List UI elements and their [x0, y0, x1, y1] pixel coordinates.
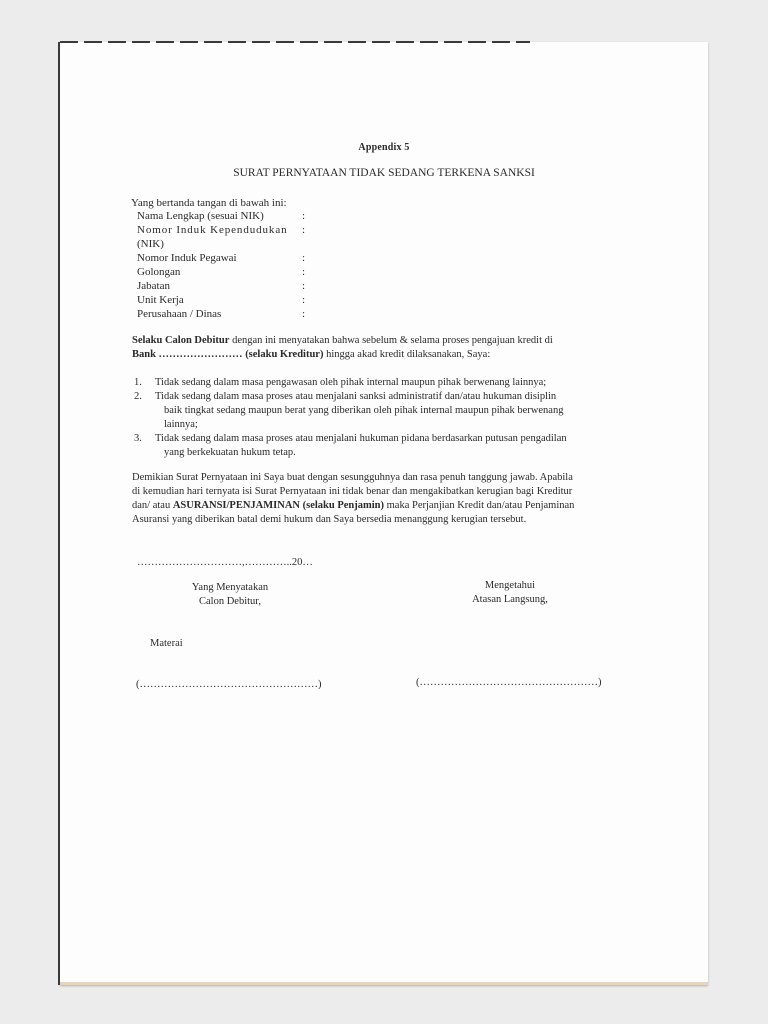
field-colon: :	[302, 294, 306, 306]
field-label: Nomor Induk Pegawai	[137, 252, 237, 264]
field-label: Perusahaan / Dinas	[137, 308, 222, 320]
list-number: 3.	[134, 433, 142, 444]
penjamin-label: ASURANSI/PENJAMINAN (selaku Penjamin)	[172, 500, 385, 511]
field-colon: :	[302, 280, 306, 292]
intro-text: Yang bertanda tangan di bawah ini:	[131, 197, 287, 209]
closing-line-4: Asuransi yang diberikan batal demi hukum dan Saya bersedia menanggung kerugian tersebut.	[132, 514, 527, 525]
left-signature-blank: (……………………………………………)	[136, 679, 322, 690]
field-label: Nama Lengkap (sesuai NIK)	[137, 210, 264, 222]
debitur-label: Selaku Calon Debitur	[132, 335, 230, 346]
list-item-text: yang berkekuatan hukum tetap.	[164, 447, 296, 458]
list-item-text: Tidak sedang dalam masa proses atau menjalani hukuman pidana berdasarkan putusan pengadilan	[155, 433, 567, 444]
list-item-text: Tidak sedang dalam masa pengawasan oleh pihak internal maupun pihak berwenang lainnya;	[155, 377, 547, 388]
right-signer-title: Mengetahui	[484, 580, 536, 591]
field-label: Golongan	[137, 266, 181, 278]
document-title: SURAT PERNYATAAN TIDAK SEDANG TERKENA SANKSI	[233, 167, 535, 179]
left-signer-role: Calon Debitur,	[199, 596, 261, 607]
field-colon: :	[302, 210, 306, 222]
field-colon: :	[302, 308, 306, 320]
field-label: Jabatan	[137, 280, 170, 292]
left-signer-title: Yang Menyatakan	[191, 582, 269, 593]
field-label: (NIK)	[137, 238, 164, 250]
field-colon: :	[302, 224, 306, 236]
field-colon: :	[302, 252, 306, 264]
statement-text: dengan ini menyatakan bahwa sebelum & selama proses pengajuan kredit di	[229, 335, 553, 346]
field-label: Nomor Induk Kependudukan	[137, 224, 288, 236]
closing-text: maka Perjanjian Kredit dan/atau Penjaminan	[384, 500, 575, 511]
kreditur-label: (selaku Kreditur)	[242, 349, 324, 360]
appendix-label: Appendix 5	[358, 142, 410, 153]
scan-edge	[60, 41, 530, 43]
date-line: …………………………,…………..20…	[137, 557, 313, 568]
statement-line-2	[132, 348, 490, 362]
field-colon: :	[302, 266, 306, 278]
closing-line-3	[132, 499, 574, 513]
statement-text: hingga akad kredit dilaksanakan, Saya:	[323, 349, 491, 360]
closing-line-1: Demikian Surat Pernyataan ini Saya buat dengan sesungguhnya dan rasa penuh tanggung jawab. Apabila	[132, 472, 573, 483]
list-item-text: baik tingkat sedang maupun berat yang diberikan oleh pihak internal maupun pihak berwenang	[164, 405, 564, 416]
materai-label: Materai	[150, 638, 183, 649]
closing-text: dan/ atau	[132, 500, 173, 511]
field-label: Unit Kerja	[137, 294, 184, 306]
list-item-text: Tidak sedang dalam masa proses atau menjalani sanksi administratif dan/atau hukuman disiplin	[155, 391, 557, 402]
bank-label: Bank ……………………	[132, 349, 243, 360]
right-signature-blank: (……………………………………………)	[416, 677, 602, 688]
list-number: 2.	[134, 391, 142, 402]
statement-line-1	[132, 334, 553, 348]
list-item-text: lainnya;	[164, 419, 198, 430]
list-number: 1.	[134, 377, 142, 388]
right-signer-role: Atasan Langsung,	[472, 594, 548, 605]
document-page	[60, 42, 708, 985]
closing-line-2: di kemudian hari ternyata isi Surat Pernyataan ini tidak benar dan mengakibatkan kerugian bagi Kreditur	[132, 486, 573, 497]
